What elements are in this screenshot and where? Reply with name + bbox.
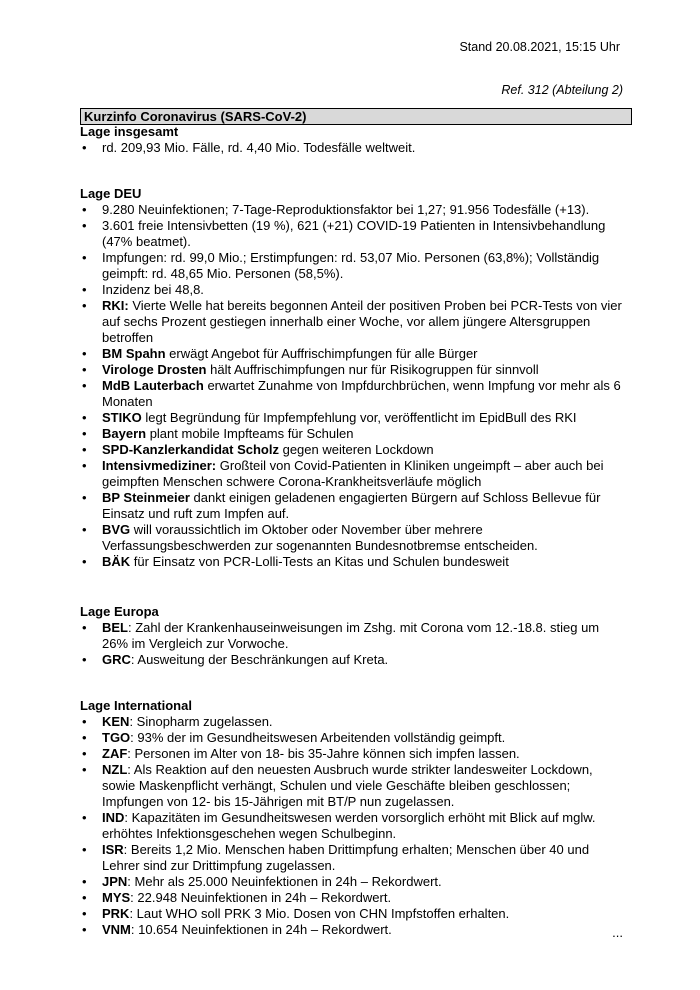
item-text: plant mobile Impfteams für Schulen bbox=[146, 426, 354, 441]
list-item bbox=[80, 906, 625, 922]
list-item bbox=[80, 202, 625, 218]
list-item bbox=[80, 218, 625, 250]
list-item bbox=[80, 810, 625, 842]
item-text: Großteil von Covid-Patienten in Kliniken ungeimpft – aber auch bei geimpften Menschen schwere Corona-Krankheitsverläufe möglich bbox=[102, 458, 604, 489]
item-text: 9.280 Neuinfektionen; 7-Tage-Reproduktionsfaktor bei 1,27; 91.956 Todesfälle (+13). bbox=[102, 202, 590, 217]
date-stamp: Stand 20.08.2021, 15:15 Uhr bbox=[459, 40, 620, 54]
list-item bbox=[80, 426, 625, 442]
section-heading: Lage DEU bbox=[80, 186, 142, 201]
item-lead: RKI: bbox=[102, 298, 129, 313]
list-item bbox=[80, 458, 625, 490]
item-text: Impfungen: rd. 99,0 Mio.; Erstimpfungen: rd. 53,07 Mio. Personen (63,8%); Vollständig geimpft: rd. 48,65 Mio. Personen (58,5%). bbox=[102, 250, 600, 281]
list-item bbox=[80, 842, 625, 874]
continuation-marker: ... bbox=[612, 925, 623, 940]
list-item bbox=[80, 522, 625, 554]
item-text: hält Auffrischimpfungen nur für Risikogruppen für sinnvoll bbox=[206, 362, 539, 377]
list-item bbox=[80, 922, 625, 938]
list-item bbox=[80, 620, 625, 652]
item-lead: PRK bbox=[102, 906, 130, 921]
item-lead: BEL bbox=[102, 620, 128, 635]
item-lead: MYS bbox=[102, 890, 131, 905]
item-lead: BP Steinmeier bbox=[102, 490, 190, 505]
list-item bbox=[80, 298, 625, 346]
section-lage-international bbox=[80, 698, 625, 938]
item-lead: Bayern bbox=[102, 426, 147, 441]
item-text: : Mehr als 25.000 Neuinfektionen in 24h – Rekordwert. bbox=[127, 874, 442, 889]
item-lead: ISR bbox=[102, 842, 124, 857]
list-item bbox=[80, 890, 625, 906]
list-item bbox=[80, 730, 625, 746]
list-item bbox=[80, 554, 625, 570]
item-text: will voraussichtlich im Oktober oder November über mehrere Verfassungsbeschwerden zur sogenannten Bundesnotbremse entscheiden. bbox=[102, 522, 538, 553]
document-content bbox=[80, 124, 625, 938]
item-lead: NZL bbox=[102, 762, 128, 777]
item-text: : 93% der im Gesundheitswesen Arbeitenden vollständig geimpft. bbox=[130, 730, 506, 745]
item-lead: ZAF bbox=[102, 746, 128, 761]
item-text: Vierte Welle hat bereits begonnen Anteil der positiven Proben bei PCR-Tests von vier auf sechs Prozent gestiegen innerhalb einer Woche, vor allem jüngere Altersgruppen betroffen bbox=[102, 298, 622, 345]
item-text: : Sinopharm zugelassen. bbox=[129, 714, 273, 729]
list-item bbox=[80, 746, 625, 762]
item-lead: STIKO bbox=[102, 410, 142, 425]
item-text: legt Begründung für Impfempfehlung vor, veröffentlicht im EpidBull des RKI bbox=[141, 410, 577, 425]
list-item bbox=[80, 250, 625, 282]
item-lead: SPD-Kanzlerkandidat Scholz bbox=[102, 442, 279, 457]
bullet-list bbox=[80, 202, 625, 570]
item-lead: IND bbox=[102, 810, 125, 825]
bullet-list bbox=[80, 714, 625, 938]
list-item bbox=[80, 362, 625, 378]
item-text: : Bereits 1,2 Mio. Menschen haben Drittimpfung erhalten; Menschen über 40 und Lehrer sind zur Drittimpfung zugelassen. bbox=[102, 842, 590, 873]
section-lage-insgesamt bbox=[80, 124, 625, 156]
section-lage-deu bbox=[80, 186, 625, 570]
reference-label: Ref. 312 (Abteilung 2) bbox=[501, 83, 623, 97]
list-item bbox=[80, 140, 625, 156]
item-lead: BM Spahn bbox=[102, 346, 166, 361]
item-text: : Ausweitung der Beschränkungen auf Kreta. bbox=[130, 652, 389, 667]
item-text: 3.601 freie Intensivbetten (19 %), 621 (+21) COVID-19 Patienten in Intensivbehandlung (47% beatmet). bbox=[102, 218, 606, 249]
section-heading: Lage International bbox=[80, 698, 192, 713]
item-lead: TGO bbox=[102, 730, 131, 745]
section-heading: Lage Europa bbox=[80, 604, 159, 619]
item-text: : Laut WHO soll PRK 3 Mio. Dosen von CHN Impfstoffen erhalten. bbox=[129, 906, 510, 921]
item-text: : Personen im Alter von 18- bis 35-Jahre können sich impfen lassen. bbox=[127, 746, 520, 761]
section-heading: Lage insgesamt bbox=[80, 124, 179, 139]
item-lead: BÄK bbox=[102, 554, 131, 569]
item-lead: KEN bbox=[102, 714, 130, 729]
section-lage-europa bbox=[80, 604, 625, 668]
item-lead: JPN bbox=[102, 874, 128, 889]
list-item bbox=[80, 442, 625, 458]
item-text: : Zahl der Krankenhauseinweisungen im Zshg. mit Corona vom 12.-18.8. stieg um 26% im Vergleich zur Vorwoche. bbox=[102, 620, 600, 651]
list-item bbox=[80, 378, 625, 410]
list-item bbox=[80, 762, 625, 810]
item-lead: Intensivmediziner: bbox=[102, 458, 217, 473]
item-text: gegen weiteren Lockdown bbox=[278, 442, 434, 457]
item-text: : Kapazitäten im Gesundheitswesen werden vorsorglich erhöht mit Blick auf mglw. erhöhtes Infektionsgeschehen wegen Schulbeginn. bbox=[102, 810, 596, 841]
item-text: Inzidenz bei 48,8. bbox=[102, 282, 204, 297]
item-text: rd. 209,93 Mio. Fälle, rd. 4,40 Mio. Todesfälle weltweit. bbox=[102, 140, 416, 155]
list-item bbox=[80, 714, 625, 730]
list-item bbox=[80, 652, 625, 668]
bullet-list bbox=[80, 140, 625, 156]
list-item bbox=[80, 874, 625, 890]
item-lead: MdB Lauterbach bbox=[102, 378, 204, 393]
item-text: dankt einigen geladenen engagierten Bürgern auf Schloss Bellevue für Einsatz und ruft zum Impfen auf. bbox=[102, 490, 601, 521]
item-lead: BVG bbox=[102, 522, 131, 537]
document-title: Kurzinfo Coronavirus (SARS-CoV-2) bbox=[80, 108, 632, 125]
item-text: : Als Reaktion auf den neuesten Ausbruch wurde strikter landesweiter Lockdown, sowie Maskenpflicht verhängt, Schulen und viele Geschäfte bleiben geschlossen; Impfungen von 12- bis 15-Jährigen mit BT/P nun zugelassen. bbox=[102, 762, 593, 809]
item-text: erwartet Zunahme von Impfdurchbrüchen, wenn Impfung vor mehr als 6 Monaten bbox=[102, 378, 621, 409]
item-lead: Virologe Drosten bbox=[102, 362, 207, 377]
list-item bbox=[80, 410, 625, 426]
item-text: : 10.654 Neuinfektionen in 24h – Rekordwert. bbox=[130, 922, 392, 937]
list-item bbox=[80, 490, 625, 522]
item-text: für Einsatz von PCR-Lolli-Tests an Kitas und Schulen bundesweit bbox=[130, 554, 509, 569]
list-item bbox=[80, 282, 625, 298]
bullet-list bbox=[80, 620, 625, 668]
item-text: : 22.948 Neuinfektionen in 24h – Rekordwert. bbox=[130, 890, 392, 905]
item-text: erwägt Angebot für Auffrischimpfungen für alle Bürger bbox=[165, 346, 478, 361]
item-lead: VNM bbox=[102, 922, 131, 937]
list-item bbox=[80, 346, 625, 362]
item-lead: GRC bbox=[102, 652, 131, 667]
